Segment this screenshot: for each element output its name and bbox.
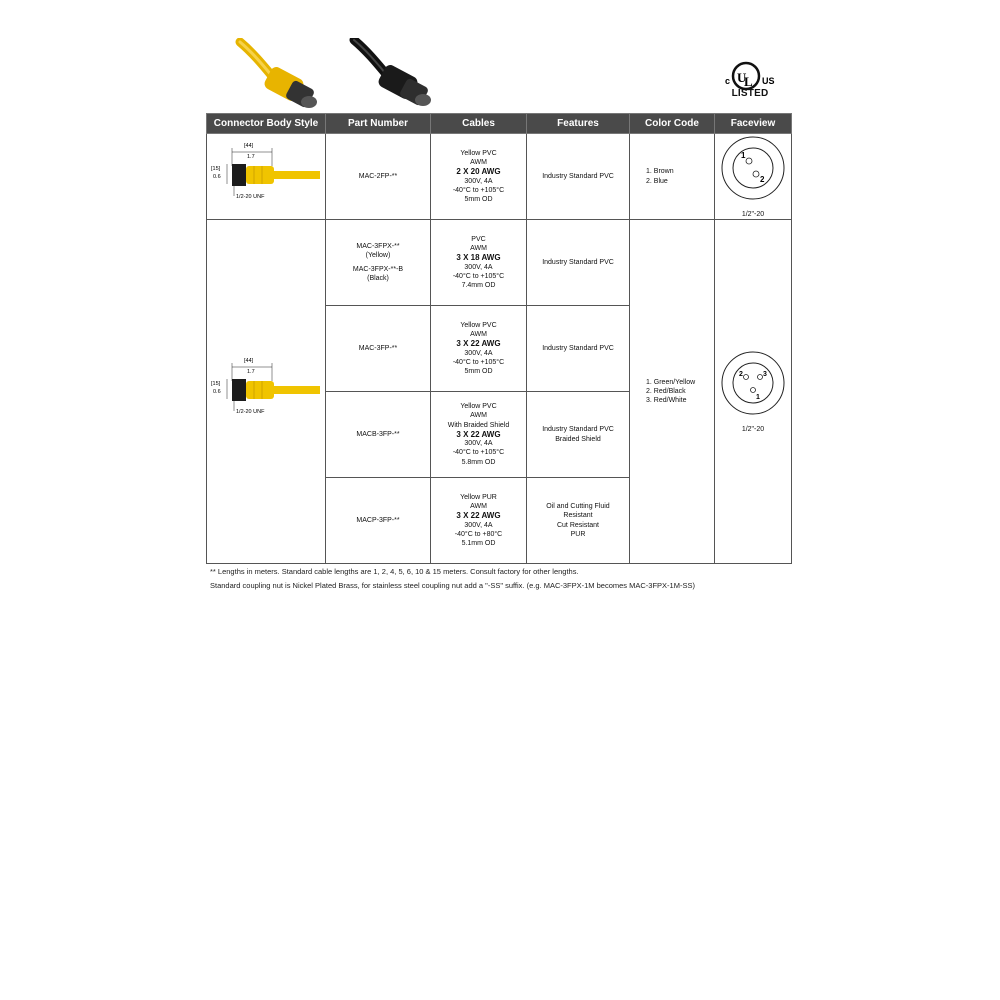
color-code-cell — [630, 134, 715, 220]
table-row — [207, 134, 792, 220]
cable-awg: 3 X 18 AWG — [456, 253, 501, 263]
dim-top-in: 1.7 — [247, 153, 255, 160]
col-header-part-number: Part Number — [326, 114, 431, 134]
part-number-line: (Yellow) — [365, 251, 391, 259]
dim-top-mm: [44] — [244, 357, 254, 364]
features-cell — [527, 478, 630, 564]
pin-label: 2 — [760, 175, 765, 185]
cable-line: 300V, 4A — [464, 263, 493, 271]
color-code-cell — [630, 220, 715, 564]
ul-listed-label: LISTED — [731, 88, 769, 99]
cable-line: AWM — [470, 412, 487, 420]
ul-us-mark: US — [762, 76, 775, 86]
feature-line: Industry Standard PVC — [542, 344, 614, 352]
cable-line: 5.1mm OD — [461, 539, 496, 547]
cable-line: Yellow PVC — [460, 403, 497, 411]
cable-line: 300V, 4A — [464, 521, 493, 529]
feature-line: PUR — [570, 530, 586, 538]
faceview-cell — [715, 134, 792, 220]
cable-line: Yellow PVC — [460, 149, 497, 157]
cables-cell — [431, 134, 527, 220]
cable-awg: 3 X 22 AWG — [456, 429, 501, 439]
cable-line: -40°C to +105°C — [452, 272, 505, 280]
cable-line: 5.8mm OD — [461, 458, 496, 466]
product-photos — [232, 38, 452, 110]
cables-cell — [431, 478, 527, 564]
cable-line: AWM — [470, 245, 487, 253]
feature-line: Braided Shield — [555, 435, 601, 443]
cable-awg: 3 X 22 AWG — [456, 511, 501, 521]
cable-line: Yellow PVC — [460, 321, 497, 329]
cable-line: 300V, 4A — [464, 349, 493, 357]
cable-line: -40°C to +80°C — [454, 530, 503, 538]
cable-line: 300V, 4A — [464, 177, 493, 185]
spec-table — [206, 113, 792, 564]
body-style-cell — [207, 134, 326, 220]
faceview-caption: 1/2"-20 — [741, 210, 765, 218]
cable-line: -40°C to +105°C — [452, 186, 505, 194]
ul-l-mark: L — [744, 74, 753, 89]
cable-line: AWM — [470, 331, 487, 339]
cable-awg: 2 X 20 AWG — [456, 167, 501, 177]
dim-top-in: 1.7 — [247, 368, 255, 375]
footnote-lengths: ** Lengths in meters. Standard cable lengths are 1, 2, 4, 5, 6, 10 & 15 meters. Consult factory for other lengths. — [210, 567, 579, 576]
feature-line: Industry Standard PVC — [542, 172, 614, 180]
cables-cell — [431, 220, 527, 306]
dim-left-in: 0.6 — [213, 388, 221, 395]
cable-line: With Braided Shield — [447, 421, 510, 429]
pin-label: 2 — [739, 371, 743, 379]
part-number-cell: MAC-3FP-** — [326, 306, 431, 392]
color-code-item: 1. Brown — [646, 168, 674, 176]
part-number-cell — [326, 220, 431, 306]
part-number-line: (Black) — [367, 275, 389, 283]
part-number-cell: MACP-3FP-** — [326, 478, 431, 564]
color-code-item: 1. Green/Yellow — [646, 378, 696, 386]
faceview-caption: 1/2"-20 — [741, 425, 765, 433]
features-cell — [527, 134, 630, 220]
table-header-row — [207, 114, 792, 134]
cable-line: 5mm OD — [464, 195, 493, 203]
pin-label: 1 — [756, 394, 760, 402]
dim-left-mm: [15] — [211, 165, 221, 172]
feature-line: Oil and Cutting Fluid — [546, 503, 610, 511]
features-cell — [527, 220, 630, 306]
part-number-line: MAC-3FPX-** — [356, 242, 400, 250]
ul-u-mark: U — [737, 70, 747, 85]
col-header-color-code: Color Code — [630, 114, 715, 134]
part-number-line: MAC-3FPX-**-B — [352, 266, 404, 273]
cable-line: Yellow PUR — [460, 493, 497, 501]
pin-label: 1 — [741, 151, 746, 161]
cable-line: AWM — [470, 159, 487, 167]
connector-dimension-drawing — [210, 138, 322, 212]
cable-line: PVC — [471, 235, 486, 243]
table-row — [207, 220, 792, 306]
feature-line: Cut Resistant — [556, 521, 600, 529]
two-pin-faceview-diagram — [719, 134, 787, 204]
pin-label: 3 — [763, 371, 767, 379]
cable-line: -40°C to +105°C — [452, 358, 505, 366]
black-cable-photo — [354, 40, 431, 106]
col-header-cables: Cables — [431, 114, 527, 134]
dim-left-mm: [15] — [211, 380, 221, 387]
thread-label: 1/2-20 UNF — [236, 408, 265, 415]
three-pin-faceview-diagram — [719, 349, 787, 419]
col-header-faceview: Faceview — [715, 114, 792, 134]
ul-c-mark: c — [725, 76, 731, 86]
yellow-cable-photo — [240, 42, 317, 108]
color-code-item: 2. Blue — [646, 177, 668, 185]
thread-label: 1/2-20 UNF — [236, 193, 265, 200]
cable-line: 300V, 4A — [464, 440, 493, 448]
footnote-coupling-nut: Standard coupling nut is Nickel Plated Brass, for stainless steel coupling nut add a "-SS" suffix. (e.g. MAC-3FPX-1M becomes MAC-3FPX-1M-SS) — [210, 581, 695, 590]
connector-dimension-drawing — [210, 353, 322, 427]
feature-line: Industry Standard PVC — [542, 426, 614, 434]
col-header-body-style: Connector Body Style — [207, 114, 326, 134]
cable-line: 5mm OD — [464, 367, 493, 375]
cables-cell — [431, 306, 527, 392]
color-code-item: 2. Red/Black — [646, 387, 686, 395]
features-cell — [527, 392, 630, 478]
cables-cell — [431, 392, 527, 478]
feature-line: Resistant — [563, 512, 593, 520]
cable-line: 7.4mm OD — [461, 281, 496, 289]
features-cell — [527, 306, 630, 392]
part-number-cell: MACB-3FP-** — [326, 392, 431, 478]
dim-top-mm: [44] — [244, 142, 254, 149]
feature-line: Industry Standard PVC — [542, 258, 614, 266]
cable-awg: 3 X 22 AWG — [456, 339, 501, 349]
faceview-cell — [715, 220, 792, 564]
color-code-item: 3. Red/White — [646, 397, 687, 405]
dim-left-in: 0.6 — [213, 173, 221, 180]
col-header-features: Features — [527, 114, 630, 134]
cable-line: AWM — [470, 503, 487, 511]
body-style-cell — [207, 220, 326, 564]
part-number-cell: MAC-2FP-** — [326, 134, 431, 220]
cable-line: -40°C to +105°C — [452, 449, 505, 457]
